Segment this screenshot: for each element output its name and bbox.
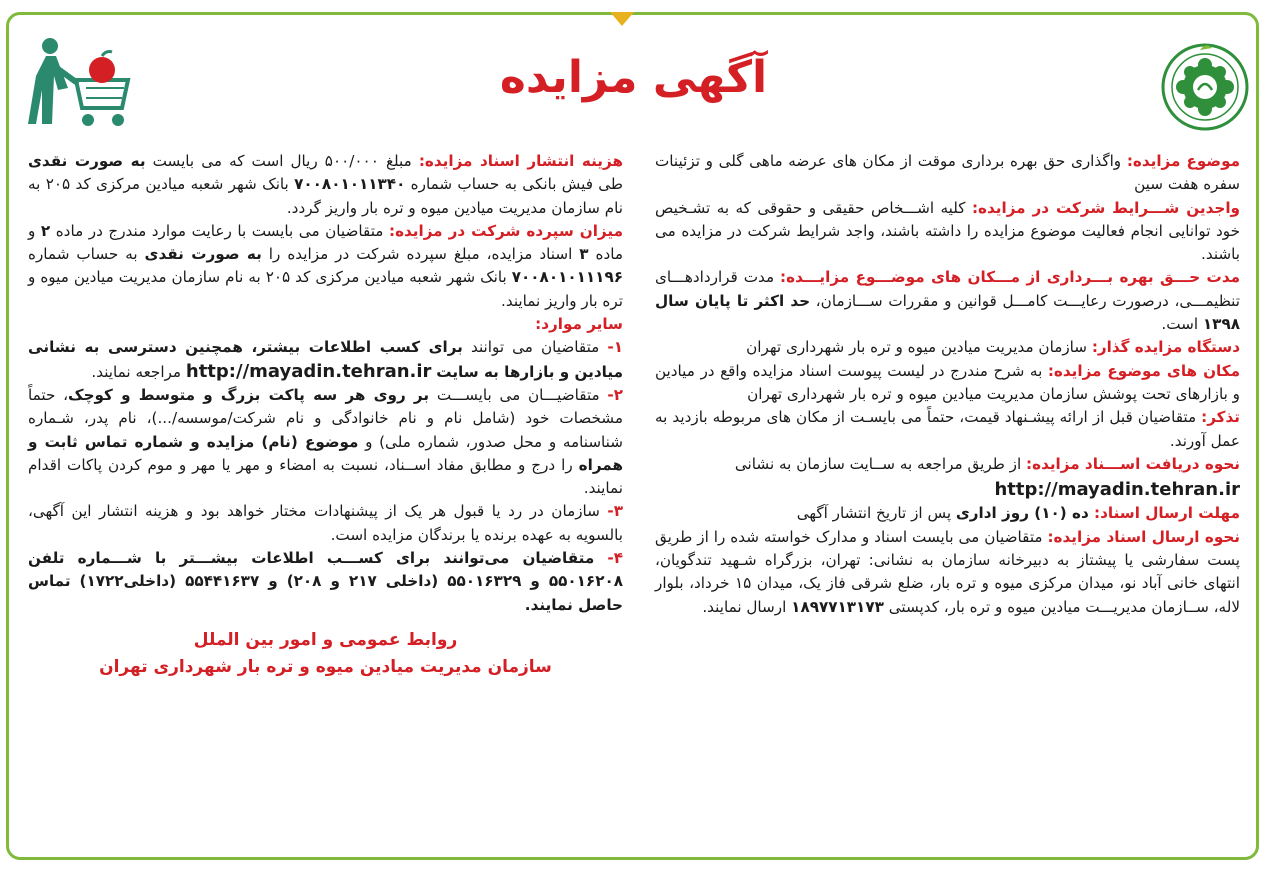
places-text: به شرح مندرج در لیست پیوست اسناد مزایده واقع در میادین و بازارهای تحت پوشش سازمان مدیریت میادین میوه و تره بار شهرداری تهران xyxy=(655,361,1240,403)
item-2-bold-1: بر روی هر سه پاکت بزرگ و متوسط و کوچک xyxy=(68,385,430,404)
deposit-bold: به صورت نقدی xyxy=(144,245,262,264)
fee-bold: به صورت نقدی xyxy=(28,152,146,170)
receive-url-line xyxy=(655,478,1240,502)
item-2-text-1: متقاضیـــان می بایســـت xyxy=(429,385,608,404)
fee-text-2: طی فیش بانکی به حساب شماره xyxy=(405,175,624,194)
deposit-text-4: به حساب شماره xyxy=(28,245,145,264)
send-postal-code: ۱۸۹۷۷۱۳۱۷۳ xyxy=(791,597,884,616)
item-1-bold: برای کسب اطلاعات بیشتر، همچنین دسترسی به نشانی میادین و بازارها به سایت xyxy=(28,338,623,381)
item-2 xyxy=(28,384,623,500)
conditions-text: کلیه اشـــخاص حقیقی و حقوقی که به تشـخیص خود توانایی انجام فعالیت موضوع مزایده را داشته باشند، واجد شرایط شرکت در مزایده می باشند. xyxy=(655,198,1240,264)
page-title: آگهی مزایده xyxy=(499,52,768,103)
send-label: نحوه ارسال اسناد مزایده: xyxy=(1047,527,1240,546)
note-section xyxy=(655,406,1240,453)
duration-text: مدت قراردادهـــای تنظیمـــی، درصورت رعایـــت کامـــل قوانین و مقررات ســـازمان، xyxy=(655,268,1240,310)
duration-label: مدت حـــق بهره بـــرداری از مـــکان های موضـــوع مزایـــده: xyxy=(780,268,1240,287)
note-text: متقاضیان قبل از ارائه پیشـنهاد قیمت، حتماً می بایسـت از مکان های مربوطه بازدید به عمل آورند. xyxy=(655,408,1240,450)
duration-end: است. xyxy=(1161,315,1203,334)
deposit-text-5: بانک شهر شعبه میادین مرکزی کد ۲۰۵ به نام سازمان مدیریت میادین میوه و تره بار واریز نمایند. xyxy=(28,268,623,310)
item-2-num: ۲- xyxy=(607,385,623,404)
subject-text: واگذاری حق بهره برداری موقت از مکان های عرضه ماهی گلی و تزئینات سفره هفت سین xyxy=(655,152,1240,194)
other-heading xyxy=(28,313,623,336)
note-label: تذکر: xyxy=(1201,408,1240,427)
receive-section xyxy=(655,453,1240,476)
deposit-label: میزان سپرده شرکت در مزایده: xyxy=(389,221,623,240)
item-3-text: سازمان در رد یا قبول هر یک از پیشنهادات مختار خواهد بود و هزینه انتشار این آگهی، بالسویه به عهده برنده یا برندگان مزایده است. xyxy=(28,502,623,544)
item-1-num: ۱- xyxy=(607,338,623,357)
send-text: متقاضیان می بایست اسناد و مدارک خواسته شده را از طریق پست سفارشی یا پیشتاز به دبیرخانه سازمان به نشانی: تهران، بزرگراه شـهید تندگویان، انتهای خانی آباد نو، میدان مرکزی میوه و تره بار، ضلع شرقی فاز یک، میدان ۱۵ خرداد، بلوار لاله، ســازمان مدیریـــت میادین میوه و تره بار، کدپستی xyxy=(655,527,1240,616)
item-4-bold: متقاضیان می‌توانند برای کســـب اطلاعات بیشـــتر با شـــماره تلفن ۵۵۰۱۶۲۰۸ و ۵۵۰۱۶۳۲۹ (داخلی ۲۱۷ و ۲۰۸) و ۵۵۴۴۱۶۳۷ (داخلی۱۷۲۲) تماس حاصل نمایند. xyxy=(28,549,624,614)
receive-url-link[interactable]: http://mayadin.tehran.ir xyxy=(994,479,1240,501)
places-label: مکان های موضوع مزایده: xyxy=(1047,361,1240,380)
conditions-section xyxy=(655,197,1240,267)
send-end: ارسال نمایند. xyxy=(702,597,792,616)
conditions-label: واجدین شـــرایط شرکت در مزایده: xyxy=(971,198,1240,217)
fee-label: هزینه انتشار اسناد مزایده: xyxy=(418,152,623,170)
signature-line-1: روابط عمومی و امور بین الملل xyxy=(193,629,458,650)
deposit-num-3: ۳ xyxy=(579,245,589,264)
receive-text: از طریق مراجعه به ســایت سازمان به نشانی xyxy=(734,454,1027,473)
receive-label: نحوه دریافت اســـناد مزایده: xyxy=(1026,454,1240,473)
fee-account: ۷۰۰۸۰۱۰۱۱۳۴۰ xyxy=(294,175,406,194)
send-section xyxy=(655,526,1240,619)
deposit-text-3: اسناد مزایده، مبلغ سپرده شرکت در مزایده را xyxy=(261,245,580,264)
deposit-text-1: متقاضیان می بایست با رعایت موارد مندرج در ماده xyxy=(50,221,389,240)
deadline-section xyxy=(655,502,1240,525)
deadline-bold: ده (۱۰) روز اداری xyxy=(955,504,1095,523)
item-2-text-3: را درج و مطابق مفاد اســناد، نسبت به امضاء و مهر یا مهر و موم کردن پاکات اقدام نمایند. xyxy=(28,455,623,498)
subject-section xyxy=(655,150,1240,197)
deposit-text-2: و ماده xyxy=(28,221,623,264)
right-column xyxy=(655,150,1240,619)
organizer-text: سازمان مدیریت میادین میوه و تره بار شهرداری تهران xyxy=(746,338,1092,357)
deadline-text: پس از تاریخ انتشار آگهی xyxy=(796,504,956,523)
left-column xyxy=(28,150,623,681)
fee-text-1: مبلغ ۵۰۰/۰۰۰ ریال است که می بایست xyxy=(145,152,419,170)
item-1-text-1: متقاضیان می توانند xyxy=(462,338,608,357)
deposit-account: ۷۰۰۸۰۱۰۱۱۱۹۶ xyxy=(511,268,623,287)
item-2-text-2: ، حتماً مشخصات خود (شامل نام و نام خانوادگی و نام شرکت/موسسه/...)، نام پدر، شـماره شناسنامه و محل صدور، شماره ملی) و xyxy=(28,385,623,451)
deposit-section xyxy=(28,220,623,313)
item-3 xyxy=(28,500,623,547)
frame-notch xyxy=(610,12,634,26)
organizer-section xyxy=(655,336,1240,359)
item-3-num: ۳- xyxy=(607,502,623,521)
deadline-label: مهلت ارسال اسناد: xyxy=(1094,504,1240,523)
duration-section xyxy=(655,266,1240,336)
other-label: سایر موارد: xyxy=(535,315,623,334)
signature-line-2: سازمان مدیریت میادین میوه و تره بار شهرداری تهران xyxy=(99,656,552,677)
organizer-label: دستگاه مزایده گذار: xyxy=(1091,338,1240,357)
fee-text-3: بانک شهر شعبه میادین مرکزی کد ۲۰۵ به نام سازمان مدیریت میادین میوه و تره بار واریز گردد. xyxy=(28,175,623,217)
fee-section xyxy=(28,150,623,220)
item-1-text-2: مراجعه نمایند. xyxy=(91,362,186,381)
item-4-num: ۴- xyxy=(607,549,623,568)
deposit-num-2: ۲ xyxy=(40,221,51,240)
item-2-bold-2: موضوع (نام) مزایده و شماره تماس ثابت و همراه xyxy=(28,432,623,474)
item-1 xyxy=(28,336,623,384)
places-section xyxy=(655,360,1240,407)
signature xyxy=(28,627,623,681)
item-1-url-link[interactable]: http://mayadin.tehran.ir xyxy=(185,360,432,382)
subject-label: موضوع مزایده: xyxy=(1126,152,1240,170)
duration-bold: حد اکثر تا پایان سال ۱۳۹۸ xyxy=(655,291,1240,334)
item-4 xyxy=(28,547,623,617)
